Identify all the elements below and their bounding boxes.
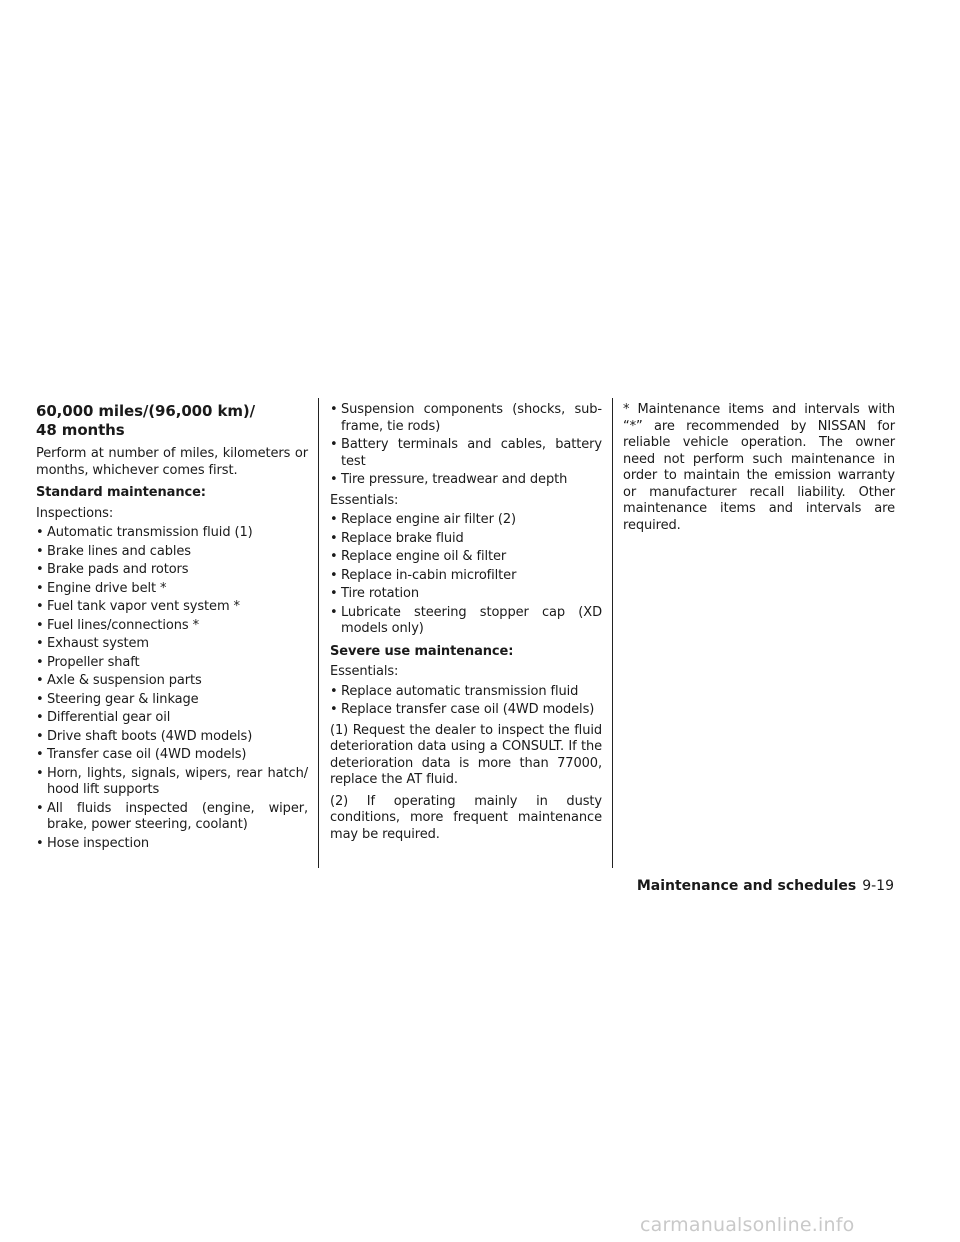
essentials-label: Essentials: <box>330 492 399 508</box>
severe-essentials-label: Essentials: <box>330 664 399 679</box>
footnote-1: (1) Request the dealer to inspect the fluid deterioration data using a CONSULT. If the deterioration data is more than 77000, replace the AT fluid. <box>330 722 602 787</box>
list-item: • Differential gear oil <box>36 710 308 727</box>
list-item: • Exhaust system <box>36 636 308 653</box>
list-item: • Tire pressure, treadwear and depth <box>330 472 602 489</box>
list-item: • Battery terminals and cables, battery test <box>330 437 602 470</box>
essentials-list <box>330 512 602 638</box>
asterisk-note: * Maintenance items and intervals with “*” are recommended by NISSAN for reliable vehicle operation. The owner need not perform such maintenance in order to maintain the emission warranty or manufacturer recall liability. Other maintenance items and intervals are required. <box>623 402 895 533</box>
list-item: • Suspension components (shocks, sub-frame, tie rods) <box>330 402 602 435</box>
list-item: • Horn, lights, signals, wipers, rear hatch/ hood lift supports <box>36 766 308 799</box>
column-divider-2 <box>612 398 613 868</box>
list-item: • Replace transfer case oil (4WD models) <box>330 702 602 719</box>
list-item: • Fuel tank vapor vent system * <box>36 599 308 616</box>
page-number: 9-19 <box>862 878 894 894</box>
list-item: • Transfer case oil (4WD models) <box>36 747 308 764</box>
list-item: • Lubricate steering stopper cap (XD models only) <box>330 605 602 638</box>
list-item: • Automatic transmission fluid (1) <box>36 525 308 542</box>
list-item: • Steering gear & linkage <box>36 692 308 709</box>
list-item: • Replace brake fluid <box>330 531 602 548</box>
list-item: • Hose inspection <box>36 836 308 853</box>
list-item: • Axle & suspension parts <box>36 673 308 690</box>
list-item: • Tire rotation <box>330 586 602 603</box>
inspections-list <box>36 525 308 852</box>
list-item: • Fuel lines/connections * <box>36 618 308 635</box>
list-item: • Drive shaft boots (4WD models) <box>36 729 308 746</box>
list-item: • Replace in-cabin microfilter <box>330 568 602 585</box>
list-item: • All fluids inspected (engine, wiper, brake, power steering, coolant) <box>36 801 308 834</box>
section-title-line-1: 60,000 miles/(96,000 km)/ <box>36 402 255 420</box>
section-title-line-2: 48 months <box>36 421 125 439</box>
severe-essentials-list <box>330 684 602 719</box>
inspections-label: Inspections: <box>36 505 114 521</box>
watermark-text: carmanualsonline.info <box>640 1214 855 1236</box>
standard-maintenance-heading: Standard maintenance: <box>36 485 206 500</box>
page-footer <box>637 878 894 894</box>
column-1 <box>36 402 308 854</box>
footnote-2: (2) If operating mainly in dusty conditions, more frequent maintenance may be required. <box>330 793 602 842</box>
inspections-list-continued <box>330 402 602 489</box>
list-item: • Brake pads and rotors <box>36 562 308 579</box>
list-item: • Replace engine oil & filter <box>330 549 602 566</box>
list-item: • Engine drive belt * <box>36 581 308 598</box>
list-item: • Propeller shaft <box>36 655 308 672</box>
severe-maintenance-heading: Severe use maintenance: <box>330 643 514 659</box>
list-item: • Replace engine air filter (2) <box>330 512 602 529</box>
intro-paragraph: Perform at number of miles, kilometers or months, whichever comes first. <box>36 446 308 478</box>
column-divider-1 <box>318 398 319 868</box>
column-2 <box>330 402 602 848</box>
list-item: • Brake lines and cables <box>36 544 308 561</box>
list-item: • Replace automatic transmission fluid <box>330 684 602 701</box>
section-title <box>36 402 308 440</box>
chapter-title: Maintenance and schedules <box>636 878 857 894</box>
column-3 <box>623 402 895 539</box>
